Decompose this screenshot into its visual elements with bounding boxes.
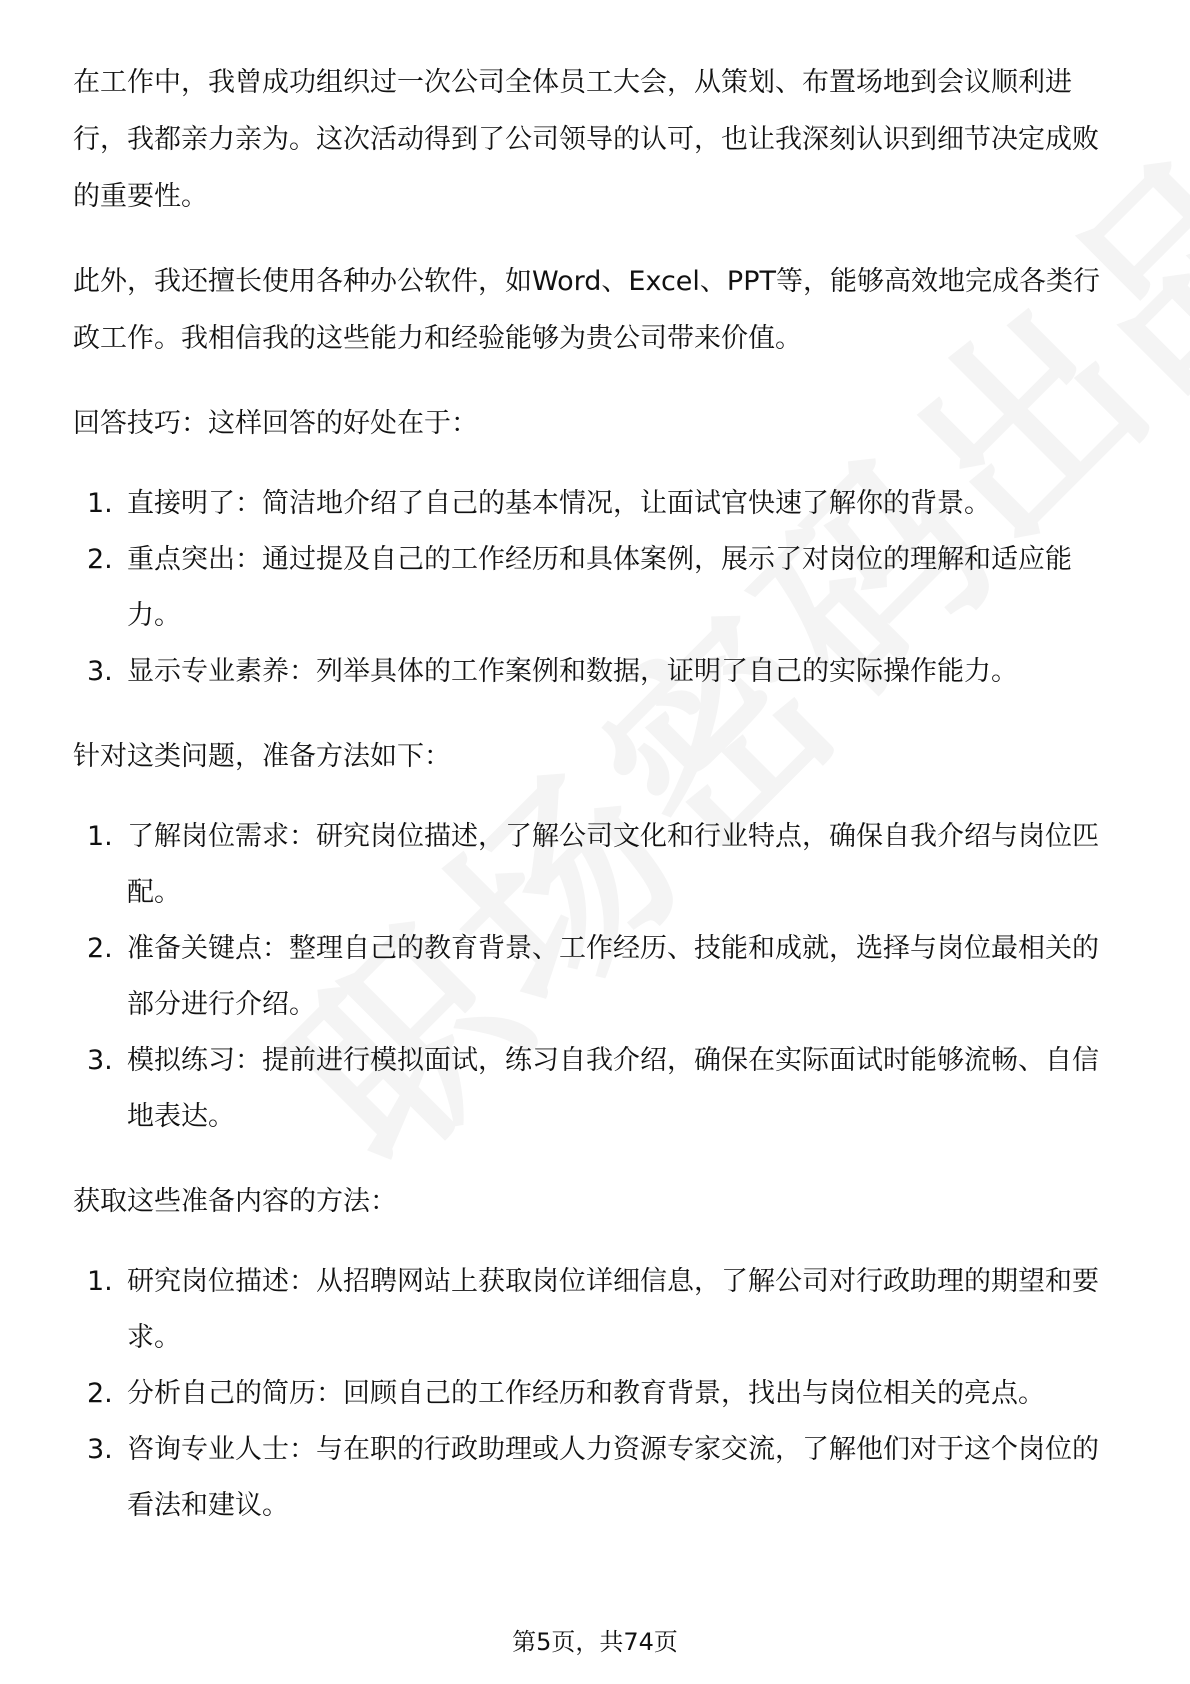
list-item	[73, 1366, 1123, 1422]
paragraph-office-skills: 此外，我还擅长使用各种办公软件，如Word、Excel、PPT等，能够高效地完成各类行政工作。我相信我的这些能力和经验能够为贵公司带来价值。	[73, 266, 1100, 354]
document-body	[73, 54, 1123, 1562]
list-item-number: 3.	[87, 1045, 113, 1076]
list-preparation-methods	[73, 809, 1123, 1145]
list-item-text: 咨询专业人士：与在职的行政助理或人力资源专家交流，了解他们对于这个岗位的看法和建议。	[127, 1434, 1099, 1521]
list-answer-tips	[73, 476, 1123, 700]
list-item-text: 显示专业素养：列举具体的工作案例和数据，证明了自己的实际操作能力。	[127, 656, 1018, 687]
list-item-text: 分析自己的简历：回顾自己的工作经历和教育背景，找出与岗位相关的亮点。	[127, 1378, 1045, 1409]
heading-obtain-content: 获取这些准备内容的方法：	[73, 1186, 397, 1217]
list-item	[73, 1033, 1123, 1145]
list-item	[73, 809, 1123, 921]
heading-answer-tips: 回答技巧：这样回答的好处在于：	[73, 408, 478, 439]
list-item-number: 2.	[87, 544, 113, 575]
heading-preparation-methods: 针对这类问题，准备方法如下：	[73, 741, 451, 772]
list-item-text: 研究岗位描述：从招聘网站上获取岗位详细信息，了解公司对行政助理的期望和要求。	[127, 1266, 1099, 1353]
list-item	[73, 532, 1123, 644]
list-item-number: 1.	[87, 488, 113, 519]
list-item-number: 3.	[87, 656, 113, 687]
list-item	[73, 1422, 1123, 1534]
list-item-text: 准备关键点：整理自己的教育背景、工作经历、技能和成就，选择与岗位最相关的部分进行介绍。	[127, 933, 1099, 1020]
list-item	[73, 644, 1123, 700]
list-item-number: 1.	[87, 1266, 113, 1297]
list-item-number: 3.	[87, 1434, 113, 1465]
page-number-footer: 第5页，共74页	[512, 1628, 678, 1656]
list-item	[73, 1254, 1123, 1366]
list-item	[73, 921, 1123, 1033]
list-item-text: 模拟练习：提前进行模拟面试，练习自我介绍，确保在实际面试时能够流畅、自信地表达。	[127, 1045, 1099, 1132]
list-item-text: 直接明了：简洁地介绍了自己的基本情况，让面试官快速了解你的背景。	[127, 488, 991, 519]
list-item-number: 2.	[87, 933, 113, 964]
list-item	[73, 476, 1123, 532]
list-item-number: 2.	[87, 1378, 113, 1409]
list-item-number: 1.	[87, 821, 113, 852]
list-item-text: 了解岗位需求：研究岗位描述，了解公司文化和行业特点，确保自我介绍与岗位匹配。	[127, 821, 1099, 908]
list-obtain-content	[73, 1254, 1123, 1534]
paragraph-experience: 在工作中，我曾成功组织过一次公司全体员工大会，从策划、布置场地到会议顺利进行，我都亲力亲为。这次活动得到了公司领导的认可，也让我深刻认识到细节决定成败的重要性。	[73, 67, 1099, 212]
list-item-text: 重点突出：通过提及自己的工作经历和具体案例，展示了对岗位的理解和适应能力。	[127, 544, 1072, 631]
